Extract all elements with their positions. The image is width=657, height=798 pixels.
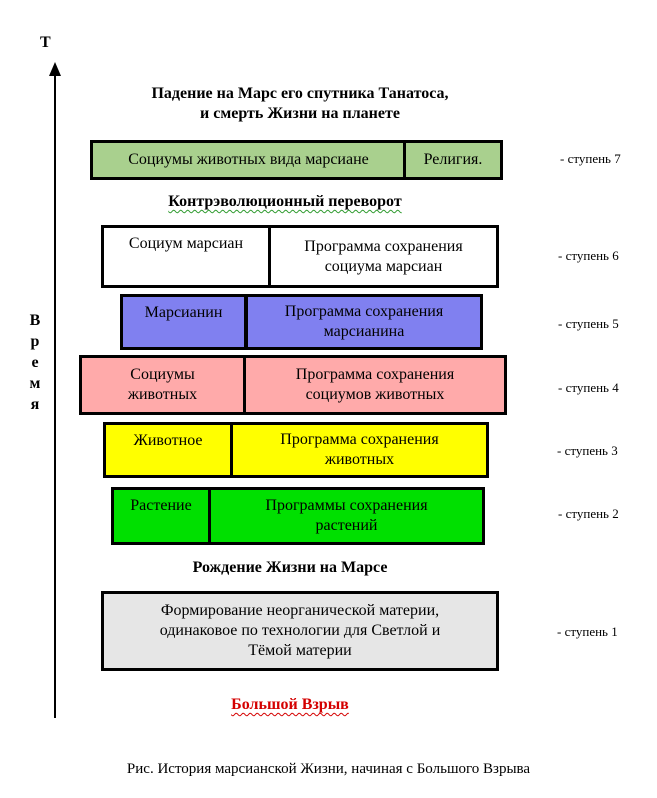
box-step3-animal: Животное (103, 422, 233, 478)
box-step4-animal-societies: Социумы животных (79, 355, 246, 415)
box-step2-plant: Растение (111, 487, 211, 545)
heading-thanatos: Падение на Марс его спутника Танатоса, и смерть Жизни на планете (151, 85, 449, 122)
box-step5-program: Программа сохранения марсианина (245, 294, 483, 350)
axis-vertical-letter: В (29, 312, 41, 329)
step-label-4: - ступень 4 (558, 380, 619, 395)
axis-vertical-letter: м (29, 375, 41, 392)
box-step6-program: Программа сохранения социума марсиан (268, 225, 499, 288)
box-step2-program: Программы сохранения растений (208, 487, 485, 545)
axis-vertical-letter: я (30, 396, 40, 413)
step-label-6: - ступень 6 (558, 248, 619, 263)
time-axis-arrowhead (49, 62, 61, 76)
box-step4-program: Программа сохранения социумов животных (243, 355, 507, 415)
axis-top-label: T (40, 34, 51, 51)
box-step7-religion: Религия. (403, 140, 503, 180)
step-label-3: - ступень 3 (557, 443, 618, 458)
box-step1-inorganic-matter: Формирование неорганической материи, одинаковое по технологии для Светлой и Тёмой материи (101, 591, 499, 671)
axis-vertical-letter: е (31, 354, 39, 371)
heading-counter-revolution: Контрэволюционный переворот (168, 193, 402, 210)
figure-caption: Рис. История марсианской Жизни, начиная с Большого Взрыва (126, 761, 531, 777)
box-step7-societies: Социумы животных вида марсиане (90, 140, 407, 180)
step-label-1: - ступень 1 (557, 624, 618, 639)
axis-vertical-letter: р (30, 333, 40, 350)
box-step3-program: Программа сохранения животных (230, 422, 489, 478)
heading-big-bang: Большой Взрыв (231, 696, 349, 713)
step-label-7: - ступень 7 (560, 151, 621, 166)
heading-birth-of-life: Рождение Жизни на Марсе (192, 559, 388, 576)
time-axis-line (54, 74, 56, 718)
step-label-5: - ступень 5 (558, 316, 619, 331)
step-label-2: - ступень 2 (558, 506, 619, 521)
box-step6-martian-society: Социум марсиан (101, 225, 271, 288)
axis-vertical-label (27, 310, 43, 415)
box-step5-martian: Марсианин (120, 294, 247, 350)
